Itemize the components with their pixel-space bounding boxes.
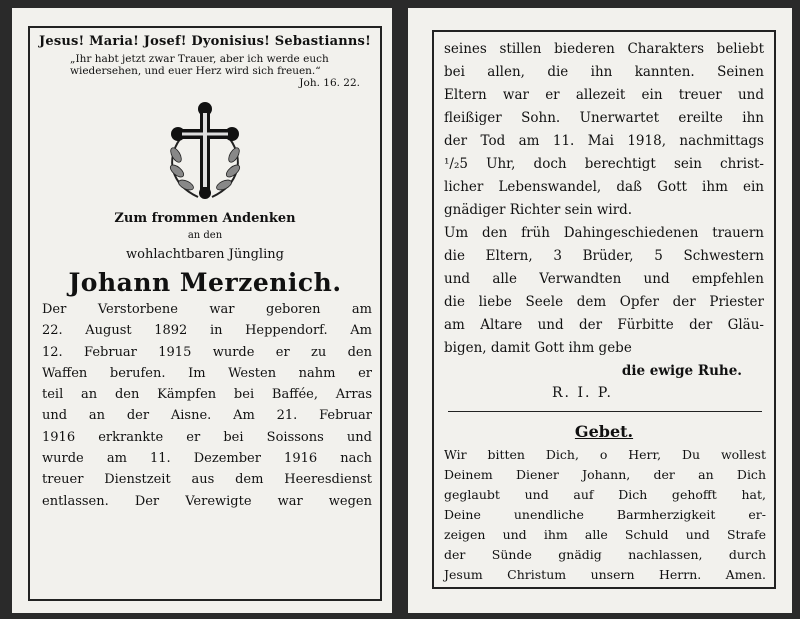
prayer-title: Gebet. [574,422,634,441]
text-line: licher Lebenswandel, daß Gott ihm ein [444,179,764,195]
biography-text [30,299,380,512]
prayer-line: der Sünde gnädig nachlassen, durch [444,547,766,562]
text-line: die Eltern, 3 Brüder, 5 Schwestern [444,248,764,264]
right-frame [432,30,776,589]
cross-emblem [30,99,380,205]
bio-line: 22. August 1892 in Heppendorf. Am [42,323,372,339]
bio-line: 1916 erkrankte er bei Soissons und [42,429,372,445]
bio-line: und an der Aisne. Am 21. Februar [42,408,372,424]
text-line: Um den früh Dahingeschiedenen trauern [444,225,764,241]
right-page [408,8,792,613]
text-line: bigen, damit Gott ihm gebe [444,340,632,356]
left-frame [28,26,382,601]
bio-line: treuer Dienstzeit aus dem Heeresdienst [42,472,372,488]
memorial-line1: Zum frommen Andenken [114,211,296,226]
text-line: ¹/₂5 Uhr, doch berechtigt sein christ- [444,156,764,172]
text-line: am Altare und der Fürbitte der Gläu- [444,317,764,333]
left-page [12,8,392,613]
cross-with-wreath-icon [160,99,250,203]
divider-rule [448,411,762,412]
rip-text: R. I. P. [552,385,613,401]
prayer-line: Deinem Diener Johann, der an Dich [444,467,766,482]
bio-line: Der Verstorbene war geboren am [42,302,372,317]
bio-line: wurde am 11. Dezember 1916 nach [42,451,372,467]
text-line: gnädiger Richter sein wird. [444,202,633,218]
bio-line: 12. Februar 1915 wurde er zu den [42,344,372,360]
memorial-block [30,211,380,262]
prayer-line: Jesum Christum unsern Herrn. Amen. [444,567,766,582]
text-line: der Tod am 11. Mai 1918, nachmittags [444,133,764,149]
invocation-heading: Jesus! Maria! Josef! Dyonisius! Sebastianns! [39,34,371,49]
deceased-name: Johann Merzenich. [68,268,342,297]
bio-line: teil an den Kämpfen bei Baffée, Arras [42,387,372,403]
text-line: die liebe Seele dem Opfer der Priester [444,294,764,310]
text-line: seines stillen biederen Charakters beliebt [444,41,764,57]
prayer-line: geglaubt und auf Dich gehofft hat, [444,487,766,502]
bio-line: entlassen. Der Verewigte war wegen [42,493,372,509]
memorial-line2: an den [187,230,223,241]
bio-line: Waffen berufen. Im Westen nahm er [42,365,372,381]
prayer-line: zeigen und ihm alle Schuld und Strafe [444,527,766,542]
text-line: fleißiger Sohn. Unerwartet ereilte ihn [444,110,764,126]
prayer-line: Wir bitten Dich, o Herr, Du wollest [444,447,766,462]
prayer-line: Deine unendliche Barmherzigkeit er- [444,507,766,522]
text-line: und alle Verwandten und empfehlen [444,271,764,287]
continuation-text [434,32,774,383]
memorial-line3: wohlachtbaren Jüngling [126,247,284,262]
text-line: Eltern war er allezeit ein treuer und [444,87,764,103]
text-line: bei allen, die ihn kannten. Seinen [444,64,764,80]
scripture-quote: „Ihr habt jetzt zwar Trauer, aber ich werde euch wiedersehen, und euer Herz wird sich freuen.“ [70,53,329,77]
prayer-text [434,441,774,585]
scripture-reference: Joh. 16. 22. [299,77,360,89]
closing-phrase: die ewige Ruhe. [621,363,742,379]
